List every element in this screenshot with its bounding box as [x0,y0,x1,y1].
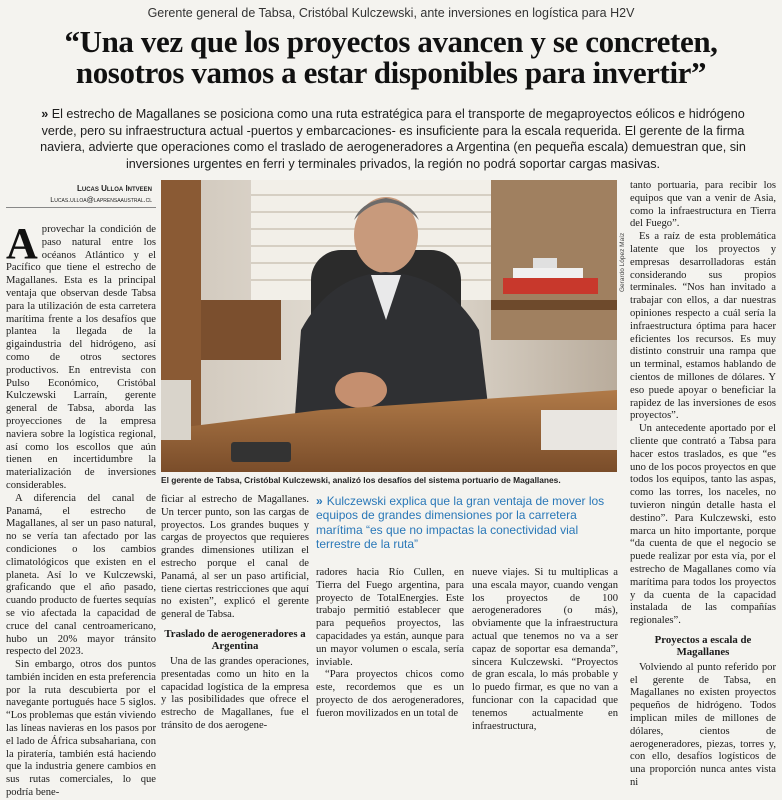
column-5 [630,180,776,790]
lead-text: El estrecho de Magallanes se posiciona como una ruta estratégica para el transporte de megaproyectos eólicos e hidrógeno verde, pero su infraestructura actual -puertos y embarcaciones- es insuficiente para la escala requerida. El gerente de la firma naviera, advierte que operaciones como el traslado de aerogeneradores a Argentina (en pequeña escala) demuestran que, sin inversiones urgentes en ferri y terminales privados, la región no podrá soportar cargas masivas. [40,107,746,171]
author-name: Lucas Ulloa Intveen [77,184,152,193]
subheading: Proyectos a escala de Magallanes [654,633,752,659]
pull-quote-text: Kulczewski explica que la gran ventaja de mover los equipos de grandes dimensiones por la carretera marítima “es que no impactas la conectividad vial terrestre de la ruta” [316,494,605,551]
headline-line-2: nosotros vamos a estar disponibles para invertir” [75,55,707,90]
photo-caption: El gerente de Tabsa, Cristóbal Kulczewski, analizó los desafíos del sistema portuario de Magallanes. [161,475,561,485]
paragraph: Sin embargo, otros dos puntos también inciden en esta preferencia por la ruta descubierta por el navegante portugués hace 5 siglos. “Los problemas que están viviendo las líneas navieras en los pasos por el lado de África subsahariana, con la piratería, también está haciendo que la industria genere cambios en sus rutas comerciales, lo que podría bene- [6,659,156,799]
lead-paragraph [36,106,750,172]
article-photo [161,180,617,472]
pull-quote [316,494,612,551]
lead-arrow-icon: » [41,107,49,121]
column-3 [316,567,464,721]
headline [10,26,772,88]
paragraph: A diferencia del canal de Panamá, el estrecho de Magallanes, al ser un paso natural, no se vería tan afectado por las condiciones o los cambios climatológicos que existen en el planeta. Así lo ve Kulczewski, graficando que el año pasado, cuando producto de fuertes sequías se vio afectada la capacidad de cruce del canal centroamericano, hubo un 20% mayor tránsito respecto del 2023. [6,492,156,658]
photo-illustration [161,180,617,472]
byline-divider [6,207,156,208]
paragraph: radores hacia Río Cullen, en Tierra del Fuego argentina, para proyecto de TotalEnergies. Este trabajo permitió establecer que para pequeños proyectos, las capacidades ya están, aunque para un mayor volumen o escala, sería inviable. [316,567,464,668]
photo-credit: Gerardo López Maíz [619,232,626,292]
paragraph: Una de las grandes operaciones, presentadas como un hito en la capacidad logística de la empresa y las posibilidades que ofrece el estrecho de Magallanes, fue el tránsito de dos aerogene- [161,655,309,731]
paragraph: nueve viajes. Si tu multiplicas a una escala mayor, cuando vengan los proyectos de 100 aerogeneradores (o más), obviamente que la infraestructura actual que tenemos no va a ser capaz de soportar esa demanda”, sincera Kulczewski. “Proyectos de gran escala, lo más probable y lo puedo firmar, es que no van a funcionar con la capacidad que tenemos actualmente en infraestructura, [472,567,618,732]
subheading: Traslado de aerogeneradores a Argentina [164,627,306,653]
paragraph-text: provechar la condición de paso natural entre los océanos Atlántico y el Pacífico que tiene el estrecho de Magallanes. Esta es la principal ventaja que observan desde Tabsa para la utilización de esta carretera marítima frente a los desafíos que plantea la llegada de la gigaindustria del hidrógeno, así como de otros sectores productivos. En entrevista con Pulso Económico, Cristóbal Kulczewski Larraín, gerente general de Tabsa, aborda las proyecciones de la empresa naviera sobre la logística regional, así como los escollos que aún tienen en incertidumbre la materialización de inversiones considerables. [6,224,156,491]
paragraph: Volviendo al punto referido por el gerente de Tabsa, en Magallanes no existen proyectos pequeños de hidrógeno. Todos implican miles de millones de dólares, cientos de aerogeneradores, piezas, torres y, con ello, desafíos logísticos de una proporción nunca antes vista ni [630,661,776,789]
author-email: Lucas.ulloa@laprensaaustral.cl [50,195,152,204]
pull-quote-arrow-icon: » [316,494,323,508]
paragraph: Es a raíz de esta problemática latente que los proyectos y empresas desarrolladoras están considerando sus propios terminales. “Nos han invitado a trabajar con ellos, a dar nuestras opiniones respecto a cuál sería la infraestructura óptima para hacer eficientes los recursos. Es muy distinto construir una rampa que un terminal, estamos hablando de cientos de millones de dólares. Y eso puede apoyar o beneficiar la rapidez de las inversiones de esos proyectos”. [630,231,776,422]
paragraph [6,219,156,493]
headline-line-1: “Una vez que los proyectos avancen y se concreten, [64,24,718,59]
kicker: Gerente general de Tabsa, Cristóbal Kulczewski, ante inversiones en logística para H2V [147,6,635,20]
paragraph: ficiar al estrecho de Magallanes. Un tercer punto, son las cargas de proyectos. Los grandes buques y cargas de proyectos que requieres grandes dimensiones utilizan el estrecho porque el canal de Panamá, al ser un paso artificial, tiene ciertas restricciones que aquí no existen”, explicó el gerente general de Tabsa. [161,494,309,621]
drop-cap: A [6,219,38,268]
column-1 [6,219,156,800]
byline [6,183,152,205]
paragraph: Un antecedente aportado por el cliente que contrató a Tabsa para hacer estos traslados, es que “es uno de los pocos proyectos en que todos los equipos, tanto las aspas, como las torres, los naceles, no tuvieron ningún detalle hasta el destino”. Para Kulczewski, esto marca un hito importante, porque “da cuenta de que el negocio se puede realizar por esta vía, por el estrecho de Magallanes como vía marítima para todos los proyectos y da cuenta de la capacidad instalada de las compañías regionales”. [630,423,776,627]
paragraph: tanto portuaria, para recibir los equipos que van a venir de Asia, como la infraestructura en Tierra del Fuego”. [630,180,776,230]
column-4 [472,567,618,733]
column-2 [161,494,309,733]
paragraph: “Para proyectos chicos como este, recordemos que es un proyecto de dos aerogeneradores, fueron movilizados en un total de [316,669,464,719]
